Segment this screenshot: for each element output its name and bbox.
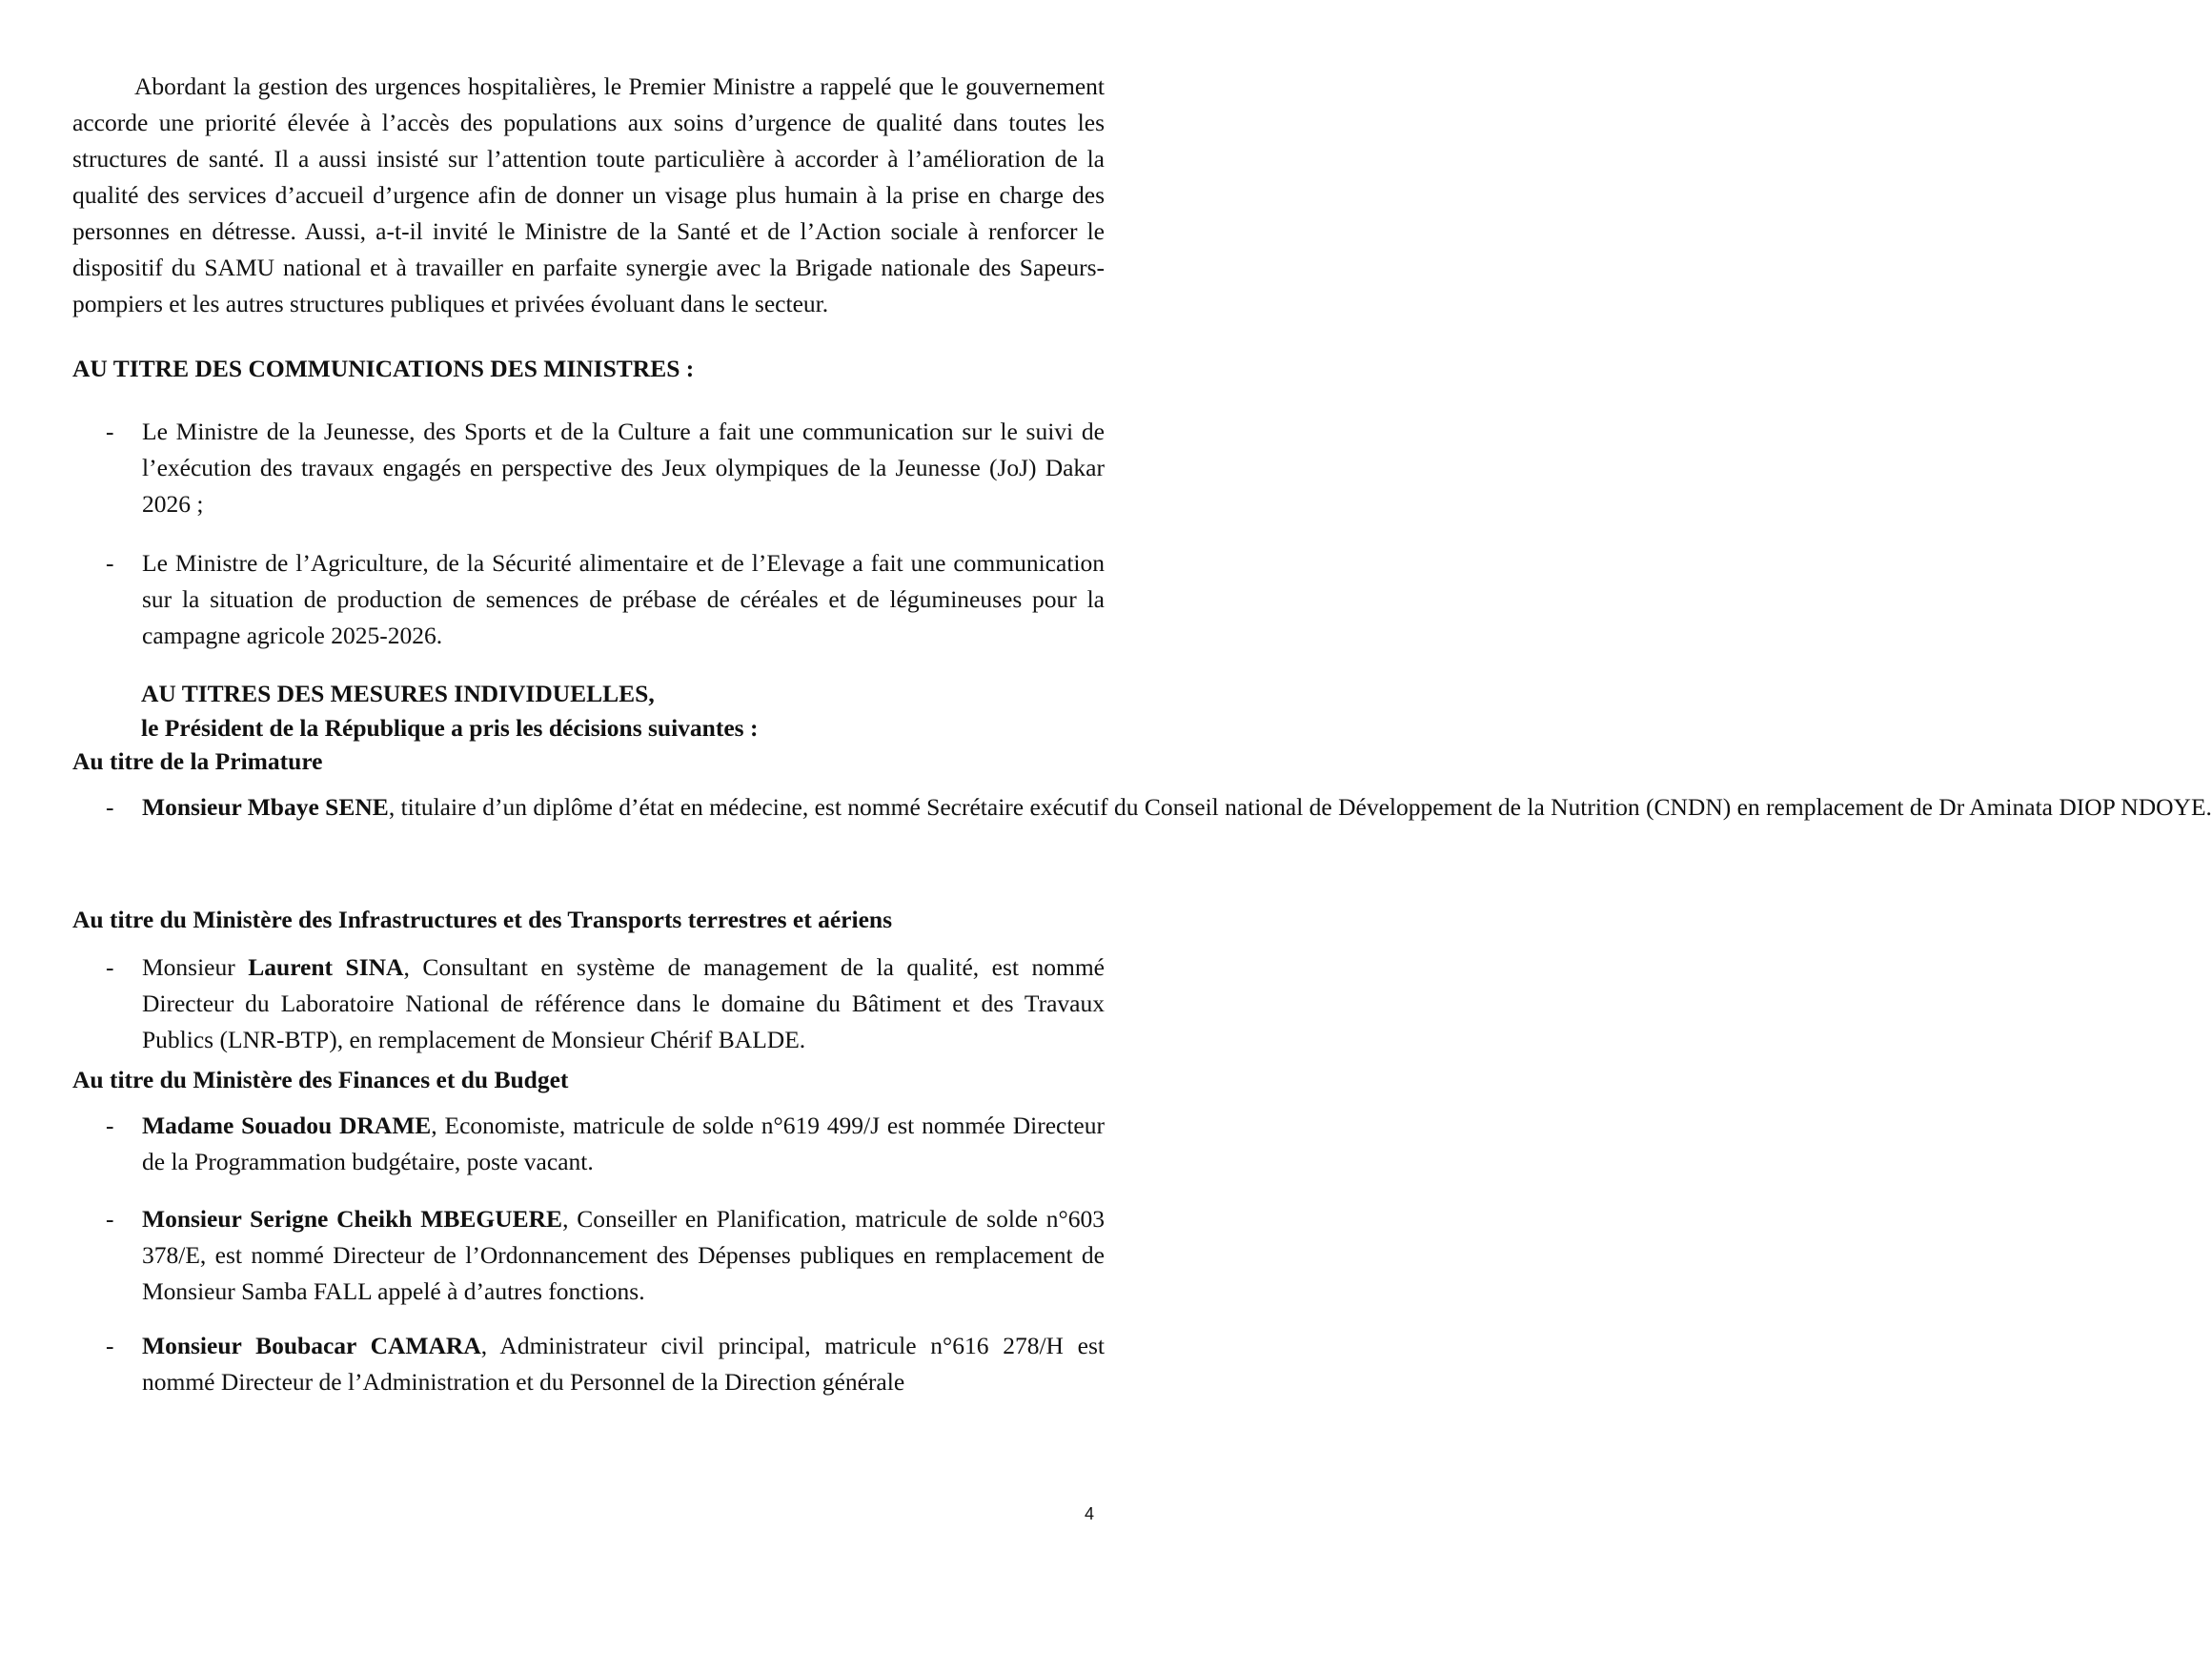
appointee-name: Monsieur Boubacar CAMARA: [142, 1332, 481, 1359]
communication-text: Le Ministre de la Jeunesse, des Sports et de la Culture a fait une communication sur le suivi de l’exécution des travaux engagés en perspective des Jeux olympiques de la Jeunesse (JoJ) Dakar 2026 ;: [142, 418, 1105, 518]
communications-heading: AU TITRE DES COMMUNICATIONS DES MINISTRES :: [72, 355, 695, 382]
bullet-dash: -: [106, 1332, 114, 1359]
bullet-dash: -: [106, 793, 114, 821]
mesures-heading-line1: AU TITRES DES MESURES INDIVIDUELLES,: [141, 680, 655, 707]
appointment-text: , Conseiller en Planification, matricule de solde n°603 378/E, est nommé Directeur de l’Ordonnancement des Dépenses publiques en remplacement de Monsieur Samba FALL appelé à d’autres fonctions.: [142, 1205, 1105, 1305]
bullet-dash: -: [106, 1112, 114, 1139]
appointment-text: , Consultant en système de management de la qualité, est nommé Directeur du Laboratoire National de référence dans le domaine du Bâtiment et des Travaux Publics (LNR-BTP), en remplacement de Monsieur Chérif BALDE.: [142, 953, 1105, 1053]
list-item: [72, 414, 1105, 522]
finances-heading: Au titre du Ministère des Finances et du Budget: [72, 1066, 569, 1093]
list-item: [72, 1201, 1105, 1310]
mesures-heading-line2: le Président de la République a pris les décisions suivantes :: [141, 714, 759, 742]
appointment-text: , Economiste, matricule de solde n°619 499/J est nommée Directeur de la Programmation budgétaire, poste vacant.: [142, 1112, 1105, 1175]
appointee-name: Monsieur Mbaye SENE: [142, 793, 389, 821]
intro-paragraph: Abordant la gestion des urgences hospitalières, le Premier Ministre a rappelé que le gouvernement accorde une priorité élevée à l’accès des populations aux soins d’urgence de qualité dans toutes les structures de santé. Il a aussi insisté sur l’attention toute particulière à accorder à l’amélioration de la qualité des services d’accueil d’urgence afin de donner un visage plus humain à la prise en charge des personnes en détresse. Aussi, a-t-il invité le Ministre de la Santé et de l’Action sociale à renforcer le dispositif du SAMU national et à travailler en parfaite synergie avec la Brigade nationale des Sapeurs-pompiers et les autres structures publiques et privées évoluant dans le secteur.: [72, 72, 1105, 317]
communication-text: Le Ministre de l’Agriculture, de la Sécurité alimentaire et de l’Elevage a fait une communication sur la situation de production de semences de prébase de céréales et de légumineuses pour la campagne agricole 2025-2026.: [142, 549, 1105, 649]
appointee-name: Madame Souadou DRAME: [142, 1112, 432, 1139]
appointee-name: Laurent SINA: [248, 953, 404, 981]
list-item: [72, 545, 1105, 654]
bullet-dash: -: [106, 418, 114, 445]
infrastructures-heading: Au titre du Ministère des Infrastructures et des Transports terrestres et aériens: [72, 906, 893, 933]
primature-heading: Au titre de la Primature: [72, 747, 323, 775]
bullet-dash: -: [106, 953, 114, 981]
list-item: [72, 789, 2212, 826]
list-item: [72, 1328, 1105, 1400]
page-number: 4: [1085, 1504, 1095, 1523]
appointee-name: Monsieur Serigne Cheikh MBEGUERE: [142, 1205, 563, 1233]
bullet-dash: -: [106, 1205, 114, 1233]
list-item: [72, 949, 1105, 1058]
appointment-text: , titulaire d’un diplôme d’état en médecine, est nommé Secrétaire exécutif du Conseil national de Développement de la Nutrition (CNDN) en remplacement de Dr Aminata DIOP NDOYE.: [388, 793, 2212, 821]
appointment-text: , Administrateur civil principal, matricule n°616 278/H est nommé Directeur de l’Administration et du Personnel de la Direction générale: [142, 1332, 1105, 1396]
bullet-dash: -: [106, 549, 114, 577]
list-item: [72, 1108, 1105, 1180]
item-prefix: Monsieur: [142, 953, 249, 981]
